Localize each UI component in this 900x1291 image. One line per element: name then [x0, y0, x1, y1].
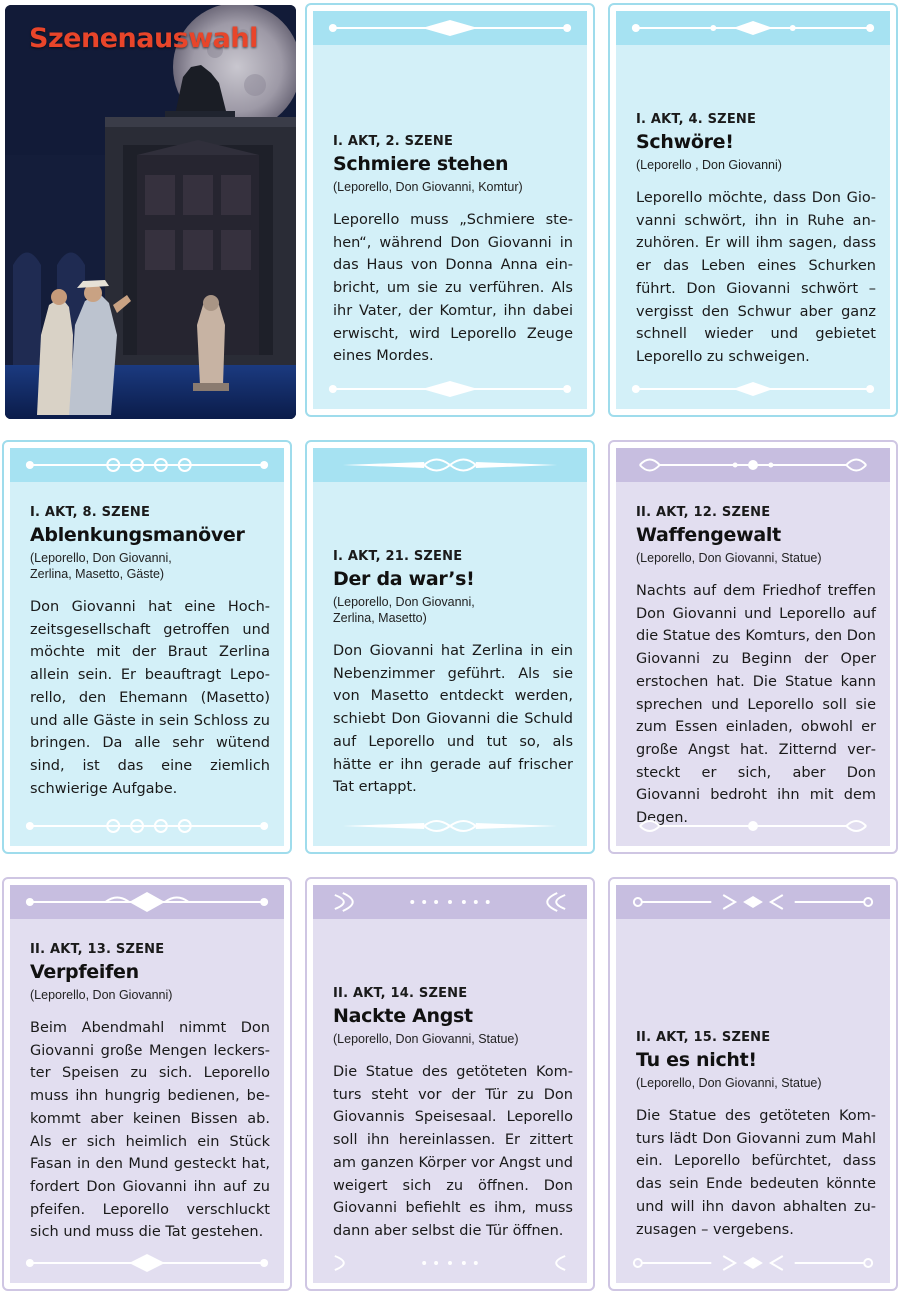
ornament-band: [10, 814, 284, 838]
ornament-divider-icon: [313, 885, 587, 919]
ornament-divider-icon: [10, 885, 284, 919]
scene-content: [333, 986, 573, 1243]
scene-title: Verpfeifen: [30, 961, 139, 983]
scene-content: [636, 112, 876, 369]
scene-content: [30, 942, 270, 1244]
ornament-band: [616, 11, 890, 45]
ornament-band: [313, 448, 587, 482]
scene-cast: (Leporello, Don Giovanni, Komtur): [333, 180, 523, 194]
scene-act: I. AKT, 21. SZENE: [333, 549, 463, 564]
ornament-band: [616, 377, 890, 401]
page-title: Szenenauswahl: [29, 23, 258, 54]
ornament-divider-icon: [313, 448, 587, 482]
scene-content: [30, 505, 270, 800]
scene-description: Leporello möchte, dass Don Giovanni schwört, ihn in Ruhe anzuhören. Er will ihm sagen, dass er das Leben eines Schurken führt. Don Giovanni schwört – vergisst den Schwur aber ganz schnell wieder und gebietet Leporello zu schweigen.: [636, 190, 876, 365]
scene-cast: (Leporello, Don Giovanni, Zerlina, Masetto, Gäste): [30, 551, 172, 581]
ornament-band: [10, 1251, 284, 1275]
scene-title: Nackte Angst: [333, 1005, 473, 1027]
ornament-divider-icon: [313, 1251, 587, 1275]
scene-cast: (Leporello, Don Giovanni, Statue): [333, 1032, 519, 1046]
ornament-band: [616, 1251, 890, 1275]
scene-content: [636, 505, 876, 830]
opera-scene-image: [5, 5, 296, 419]
scene-card-act2-scene15: [608, 877, 898, 1291]
stage-photo: [5, 5, 296, 419]
scene-act: II. AKT, 13. SZENE: [30, 942, 165, 957]
scene-cast: (Leporello, Don Giovanni, Statue): [636, 551, 822, 565]
ornament-band: [313, 377, 587, 401]
ornament-divider-icon: [313, 377, 587, 401]
scene-cast: (Leporello, Don Giovanni, Statue): [636, 1076, 822, 1090]
scene-title: Ablenkungsmanöver: [30, 524, 245, 546]
scene-title: Der da war’s!: [333, 568, 475, 590]
ornament-band: [313, 1251, 587, 1275]
scene-act: I. AKT, 8. SZENE: [30, 505, 151, 520]
ornament-band: [616, 885, 890, 919]
ornament-band: [10, 885, 284, 919]
ornament-divider-icon: [10, 1251, 284, 1275]
ornament-divider-icon: [313, 814, 587, 838]
scene-description: Leporello muss „Schmiere stehen“, während Don Giovanni in das Haus von Donna Anna einbricht, um sie zu verführen. Als ihr Vater, der Komtur, ihn dabei erwischt, wird Leporello Zeuge eines Mordes.: [333, 212, 573, 365]
scene-title: Schmiere stehen: [333, 153, 509, 175]
ornament-band: [313, 11, 587, 45]
ornament-band: [616, 814, 890, 838]
scene-cast: (Leporello , Don Giovanni): [636, 158, 782, 172]
ornament-divider-icon: [616, 885, 890, 919]
ornament-divider-icon: [616, 11, 890, 45]
ornament-band: [313, 885, 587, 919]
scene-act: II. AKT, 15. SZENE: [636, 1030, 771, 1045]
ornament-band: [616, 448, 890, 482]
scene-description: Don Giovanni hat Zerlina in ein Nebenzimmer geführt. Als sie von Masetto entdeckt werden, schiebt Don Giovanni die Schuld auf Leporello und tut so, als hätte er ihn gerade auf frischer Tat ertappt.: [333, 643, 573, 796]
scene-content: [333, 134, 573, 368]
ornament-divider-icon: [616, 377, 890, 401]
scene-card-act2-scene13: [2, 877, 292, 1291]
ornament-band: [10, 448, 284, 482]
scene-act: I. AKT, 4. SZENE: [636, 112, 757, 127]
scene-card-act2-scene12: [608, 440, 898, 854]
scene-title: Waffengewalt: [636, 524, 781, 546]
scene-description: Die Statue des getöteten Komturs steht vor der Tür zu Don Giovannis Speisesaal. Leporello soll ihn hereinlassen. Er zittert am ganzen Körper vor Angst und weigert sich zu öffnen. Don Giovanni befiehlt es ihm, muss dann aber selbst die Tür öffnen.: [333, 1064, 573, 1239]
scene-act: II. AKT, 12. SZENE: [636, 505, 771, 520]
ornament-divider-icon: [10, 814, 284, 838]
ornament-divider-icon: [10, 448, 284, 482]
scene-card-act1-scene4: [608, 3, 898, 417]
scene-content: [333, 549, 573, 799]
scene-card-act1-scene21: [305, 440, 595, 854]
scene-description: Beim Abendmahl nimmt Don Giovanni große Mengen leckerster Speisen zu sich. Leporello muss ihn hungrig bedienen, bekommt aber keinen Bissen ab. Als er sich heimlich ein Stück Fasan in den Mund gesteckt hat, fordert Don Giovanni ihn auf zu pfeifen. Leporello verschluckt sich und muss die Tat gestehen.: [30, 1020, 270, 1241]
scene-description: Don Giovanni hat eine Hochzeitsgesellschaft getroffen und möchte mit der Braut Zerlina allein sein. Er beauftragt Leporello, den Ehemann (Masetto) und alle Gäste in sein Schloss zu bringen. Da alle sehr wütend sind, ist das eine ziemlich schwierige Aufgabe.: [30, 599, 270, 797]
ornament-divider-icon: [616, 814, 890, 838]
ornament-divider-icon: [313, 11, 587, 45]
scene-act: II. AKT, 14. SZENE: [333, 986, 468, 1001]
scene-description: Nachts auf dem Friedhof treffen Don Giovanni und Leporello auf die Statue des Komturs, den Don Giovanni zu Beginn der Oper erstochen hat. Die Statue kann sprechen und Leporello soll sie zum Essen einladen, obwohl er große Angst hat. Zitternd versteckt er sich, aber Don Giovanni bedroht ihn mit dem Degen.: [636, 583, 876, 827]
scene-content: [636, 1030, 876, 1241]
ornament-divider-icon: [616, 1251, 890, 1275]
scene-card-act1-scene2: [305, 3, 595, 417]
scene-cast: (Leporello, Don Giovanni): [30, 988, 173, 1002]
scene-card-act2-scene14: [305, 877, 595, 1291]
scene-description: Die Statue des getöteten Komturs lädt Don Giovanni zum Mahl ein. Leporello befürchtet, dass das sein Ende bedeuten könnte und will ihn davon abhalten zuzusagen – vergebens.: [636, 1108, 876, 1238]
ornament-divider-icon: [616, 448, 890, 482]
scene-title: Tu es nicht!: [636, 1049, 757, 1071]
scene-card-act1-scene8: [2, 440, 292, 854]
ornament-band: [313, 814, 587, 838]
scene-title: Schwöre!: [636, 131, 734, 153]
scene-act: I. AKT, 2. SZENE: [333, 134, 454, 149]
scene-cast: (Leporello, Don Giovanni, Zerlina, Masetto): [333, 595, 475, 625]
